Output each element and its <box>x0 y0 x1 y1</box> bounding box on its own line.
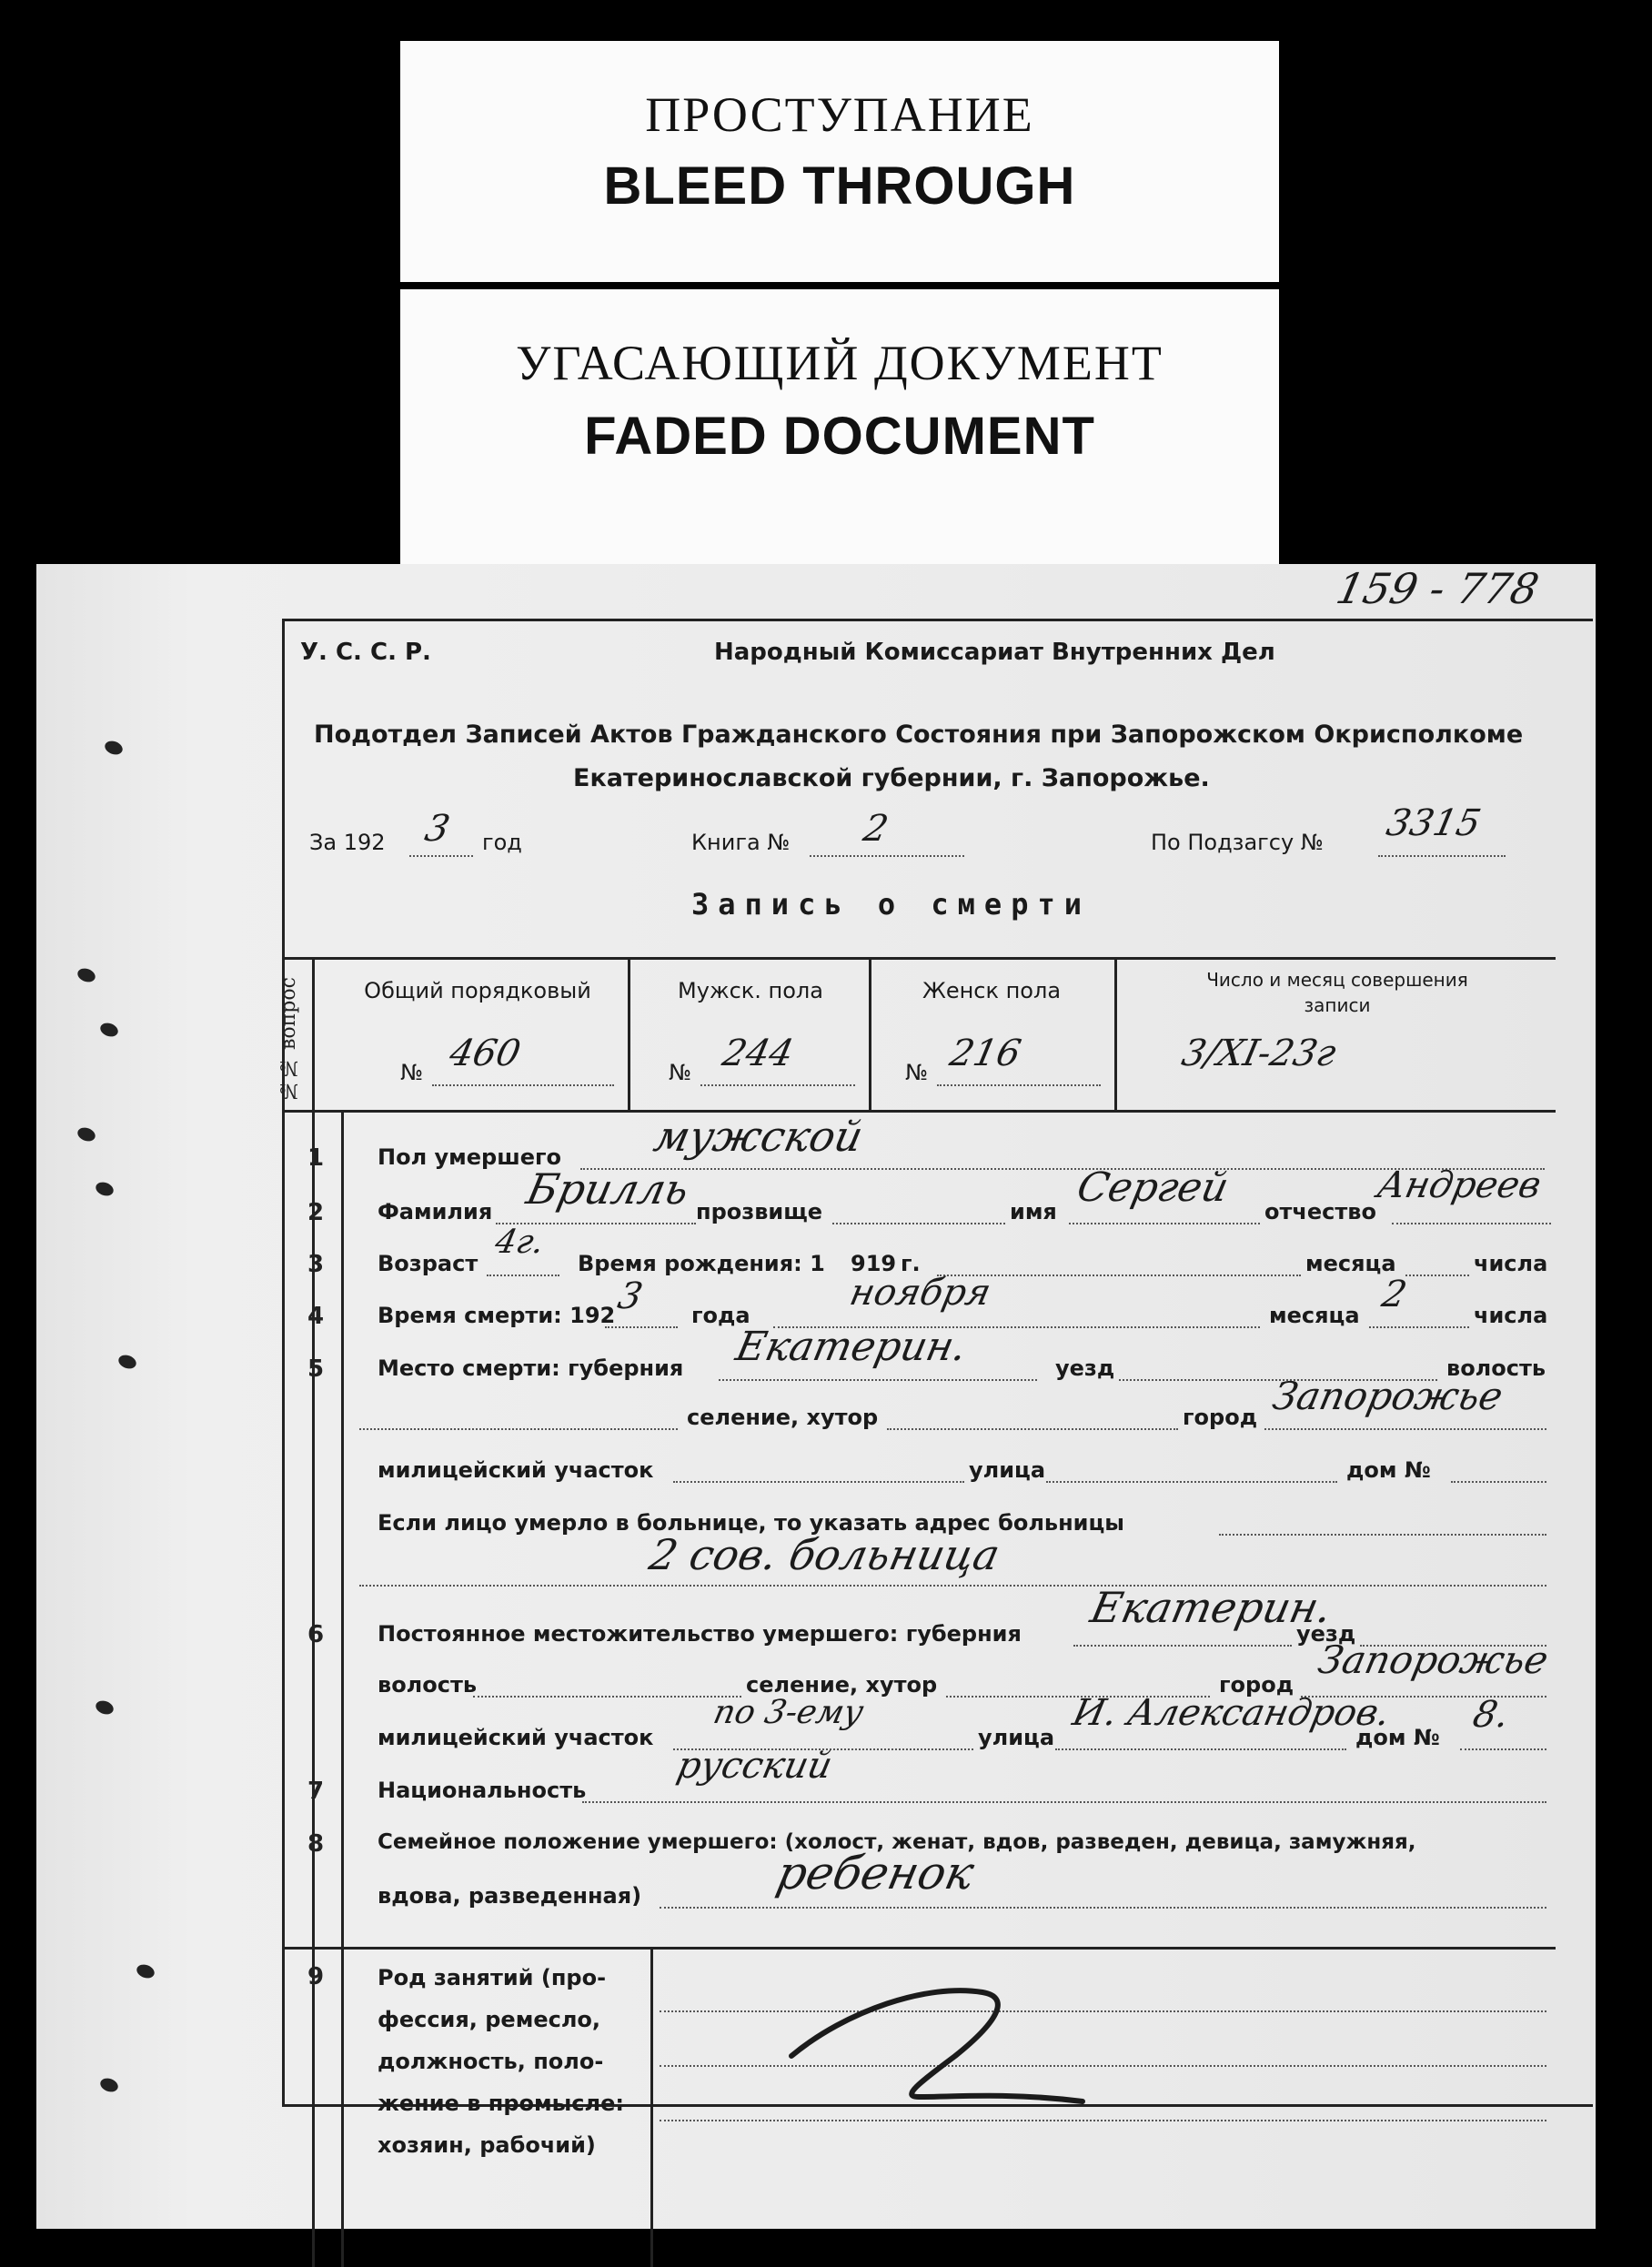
col-total-header: Общий порядковый <box>364 978 591 1003</box>
archive-number: 159 - 778 <box>1332 564 1544 613</box>
death-house-line <box>1451 1481 1546 1483</box>
sex-value: мужской <box>650 1112 868 1161</box>
podzags-value: 3315 <box>1383 802 1485 844</box>
notice-slip-faded-document <box>400 289 1279 571</box>
female-line <box>937 1084 1101 1086</box>
no-sign: № <box>669 1060 691 1085</box>
punch-hole <box>94 1698 116 1717</box>
male-count-value: 244 <box>719 1033 798 1074</box>
marital-label-l2: вдова, разведенная) <box>378 1883 642 1909</box>
record-date-value: 3/XI-23г <box>1178 1033 1340 1074</box>
death-uezd-label: уезд <box>1055 1355 1115 1381</box>
residence-volost-label: волость <box>378 1672 478 1698</box>
residence-village-label: селение, хутор <box>746 1672 938 1698</box>
residence-house-label: дом № <box>1355 1725 1440 1750</box>
death-time-label: Время смерти: 192 <box>378 1303 616 1328</box>
year-line <box>409 855 473 857</box>
col-male-header: Мужск. пола <box>678 978 823 1003</box>
row-number: 2 <box>307 1199 325 1226</box>
death-village-line <box>887 1428 1178 1430</box>
male-line <box>700 1084 855 1086</box>
year-label: За 192 <box>309 830 386 855</box>
book-label: Книга № <box>691 830 791 855</box>
birth-month-label: месяца <box>1305 1251 1396 1276</box>
table-border <box>341 1110 344 2267</box>
dash-mark-scribble <box>773 1974 1101 2111</box>
record-title: Запись о смерти <box>691 887 1091 922</box>
death-gub-line <box>719 1379 1037 1381</box>
residence-militia-value: по 3-ему <box>710 1694 867 1731</box>
death-volost-label: волость <box>1446 1355 1546 1381</box>
residence-house-line <box>1460 1748 1546 1750</box>
death-city-line <box>1264 1428 1546 1430</box>
punch-hole <box>94 1180 116 1198</box>
death-year-value: 3 <box>614 1275 647 1317</box>
surname-label: Фамилия <box>378 1199 493 1224</box>
residence-gub-value: Екатерин. <box>1086 1583 1337 1632</box>
death-militia-line <box>673 1481 964 1483</box>
punch-hole <box>98 2076 120 2094</box>
age-value: 4г. <box>491 1224 548 1261</box>
sex-label: Пол умершего <box>378 1144 562 1170</box>
occupation-line <box>660 2120 1546 2121</box>
nickname-label: прозвище <box>696 1199 823 1224</box>
podzags-line <box>1378 855 1506 857</box>
hospital-label: Если лицо умерло в больнице, то указать адрес больницы <box>378 1510 1124 1536</box>
table-border <box>1114 957 1117 1110</box>
death-volost-line <box>359 1428 678 1430</box>
death-city-label: город <box>1183 1405 1258 1430</box>
age-line <box>487 1275 559 1276</box>
death-militia-label: милицейский участок <box>378 1457 654 1483</box>
residence-uezd-label: уезд <box>1296 1621 1356 1647</box>
death-place-label: Место смерти: губерния <box>378 1355 684 1381</box>
col-date-header-l1: Число и месяц совершения <box>1206 969 1468 991</box>
birth-day-label: числа <box>1474 1251 1548 1276</box>
residence-city-value: Запорожье <box>1314 1637 1553 1682</box>
total-count-value: 460 <box>446 1033 525 1074</box>
subdepartment-line1: Подотдел Записей Актов Гражданского Состояния при Запорожском Окрисполкоме <box>314 720 1524 749</box>
punch-hole <box>76 966 97 984</box>
death-house-label: дом № <box>1346 1457 1431 1483</box>
punch-hole <box>116 1353 138 1371</box>
punch-hole <box>103 739 125 757</box>
birth-day-line <box>1405 1275 1469 1276</box>
table-border <box>650 1947 653 2267</box>
book-value: 2 <box>860 808 892 850</box>
residence-street-line <box>1055 1748 1346 1750</box>
notice-slip-bleed-through <box>400 41 1279 282</box>
book-line <box>810 855 964 857</box>
row-number: 9 <box>307 1963 325 1990</box>
nationality-value: русский <box>673 1745 836 1787</box>
row-number: 3 <box>307 1251 325 1278</box>
residence-volost-line <box>473 1696 741 1698</box>
residence-street-label: улица <box>978 1725 1055 1750</box>
death-year-line <box>605 1326 678 1328</box>
death-day-value: 2 <box>1378 1274 1411 1315</box>
death-street-line <box>1046 1481 1337 1483</box>
marital-value: ребенок <box>771 1847 979 1899</box>
row-number: 6 <box>307 1621 325 1648</box>
row-number: 8 <box>307 1830 325 1858</box>
punch-hole <box>98 1021 120 1039</box>
death-street-label: улица <box>969 1457 1046 1483</box>
notice-bleed-en: BLEED THROUGH <box>603 156 1076 216</box>
occupation-label-l2: фессия, ремесло, <box>378 2007 601 2032</box>
death-day-label: числа <box>1474 1303 1548 1328</box>
notice-faded-en: FADED DOCUMENT <box>584 407 1095 466</box>
punch-hole <box>135 1962 156 1980</box>
death-month-value: ноября <box>846 1272 995 1314</box>
name-label: имя <box>1010 1199 1057 1224</box>
residence-militia-label: милицейский участок <box>378 1725 654 1750</box>
hospital-value: 2 сов. больница <box>645 1530 1004 1579</box>
death-city-value: Запорожье <box>1268 1374 1507 1418</box>
residence-label: Постоянное местожительство умершего: губерния <box>378 1621 1022 1647</box>
marital-label-l1: Семейное положение умершего: (холост, женат, вдов, разведен, девица, замужняя, <box>378 1830 1416 1854</box>
name-value: Сергей <box>1073 1164 1233 1211</box>
podzags-label: По Подзагсу № <box>1151 830 1324 855</box>
patronymic-line <box>1392 1223 1551 1224</box>
marital-line <box>660 1907 1546 1909</box>
birth-value: 919 <box>851 1251 897 1276</box>
table-border <box>282 1947 1556 1950</box>
death-month-label: месяца <box>1269 1303 1360 1328</box>
row-number: 5 <box>307 1355 325 1383</box>
nationality-line <box>582 1801 1546 1803</box>
commissariat-label: Народный Комиссариат Внутренних Дел <box>714 639 1275 666</box>
residence-city-label: город <box>1219 1672 1294 1698</box>
female-count-value: 216 <box>946 1033 1025 1074</box>
table-border <box>282 957 1556 960</box>
name-line <box>1069 1223 1260 1224</box>
death-year-suffix: года <box>691 1303 750 1328</box>
no-sign: № <box>400 1060 423 1085</box>
year-suffix: год <box>482 830 522 855</box>
residence-street-value: И. Александров. <box>1069 1692 1395 1734</box>
residence-gub-line <box>1073 1645 1292 1647</box>
surname-value: Брилль <box>522 1164 694 1214</box>
col-date-header-l2: записи <box>1304 994 1371 1016</box>
occupation-label-l1: Род занятий (про- <box>378 1965 607 1990</box>
death-day-line <box>1369 1326 1469 1328</box>
patronymic-value: Андреев <box>1374 1164 1546 1206</box>
hospital-line-2 <box>359 1585 1546 1587</box>
death-gub-value: Екатерин. <box>731 1324 972 1370</box>
table-border <box>869 957 871 1110</box>
question-number-label: №№ вопрос <box>277 977 300 1103</box>
row-number: 7 <box>307 1778 325 1805</box>
row-number: 4 <box>307 1303 325 1330</box>
birth-suffix: г. <box>901 1251 921 1276</box>
col-female-header: Женск пола <box>922 978 1062 1003</box>
table-border <box>628 957 630 1110</box>
patronymic-label: отчество <box>1264 1199 1376 1224</box>
republic-label: У. С. С. Р. <box>300 639 431 666</box>
subdepartment-line2: Екатеринославской губернии, г. Запорожье. <box>573 764 1210 792</box>
death-village-label: селение, хутор <box>687 1405 879 1430</box>
nickname-line <box>832 1223 1005 1224</box>
hospital-line <box>1219 1534 1546 1536</box>
row-number: 1 <box>307 1144 325 1172</box>
notice-bleed-ru: ПРОСТУПАНИЕ <box>645 87 1034 142</box>
age-label: Возраст <box>378 1251 478 1276</box>
no-sign: № <box>905 1060 928 1085</box>
total-line <box>432 1084 614 1086</box>
occupation-label-l4: жение в промысле: <box>378 2091 624 2116</box>
occupation-label-l3: должность, поло- <box>378 2049 604 2074</box>
notice-faded-ru: УГАСАЮЩИЙ ДОКУМЕНТ <box>516 336 1163 390</box>
residence-house-value: 8. <box>1469 1694 1514 1736</box>
birth-label: Время рождения: 1 <box>578 1251 825 1276</box>
occupation-label-l5: хозяин, рабочий) <box>378 2132 596 2158</box>
table-border <box>282 1110 1556 1113</box>
year-value: 3 <box>421 808 454 850</box>
punch-hole <box>76 1125 97 1144</box>
nationality-label: Национальность <box>378 1778 587 1803</box>
